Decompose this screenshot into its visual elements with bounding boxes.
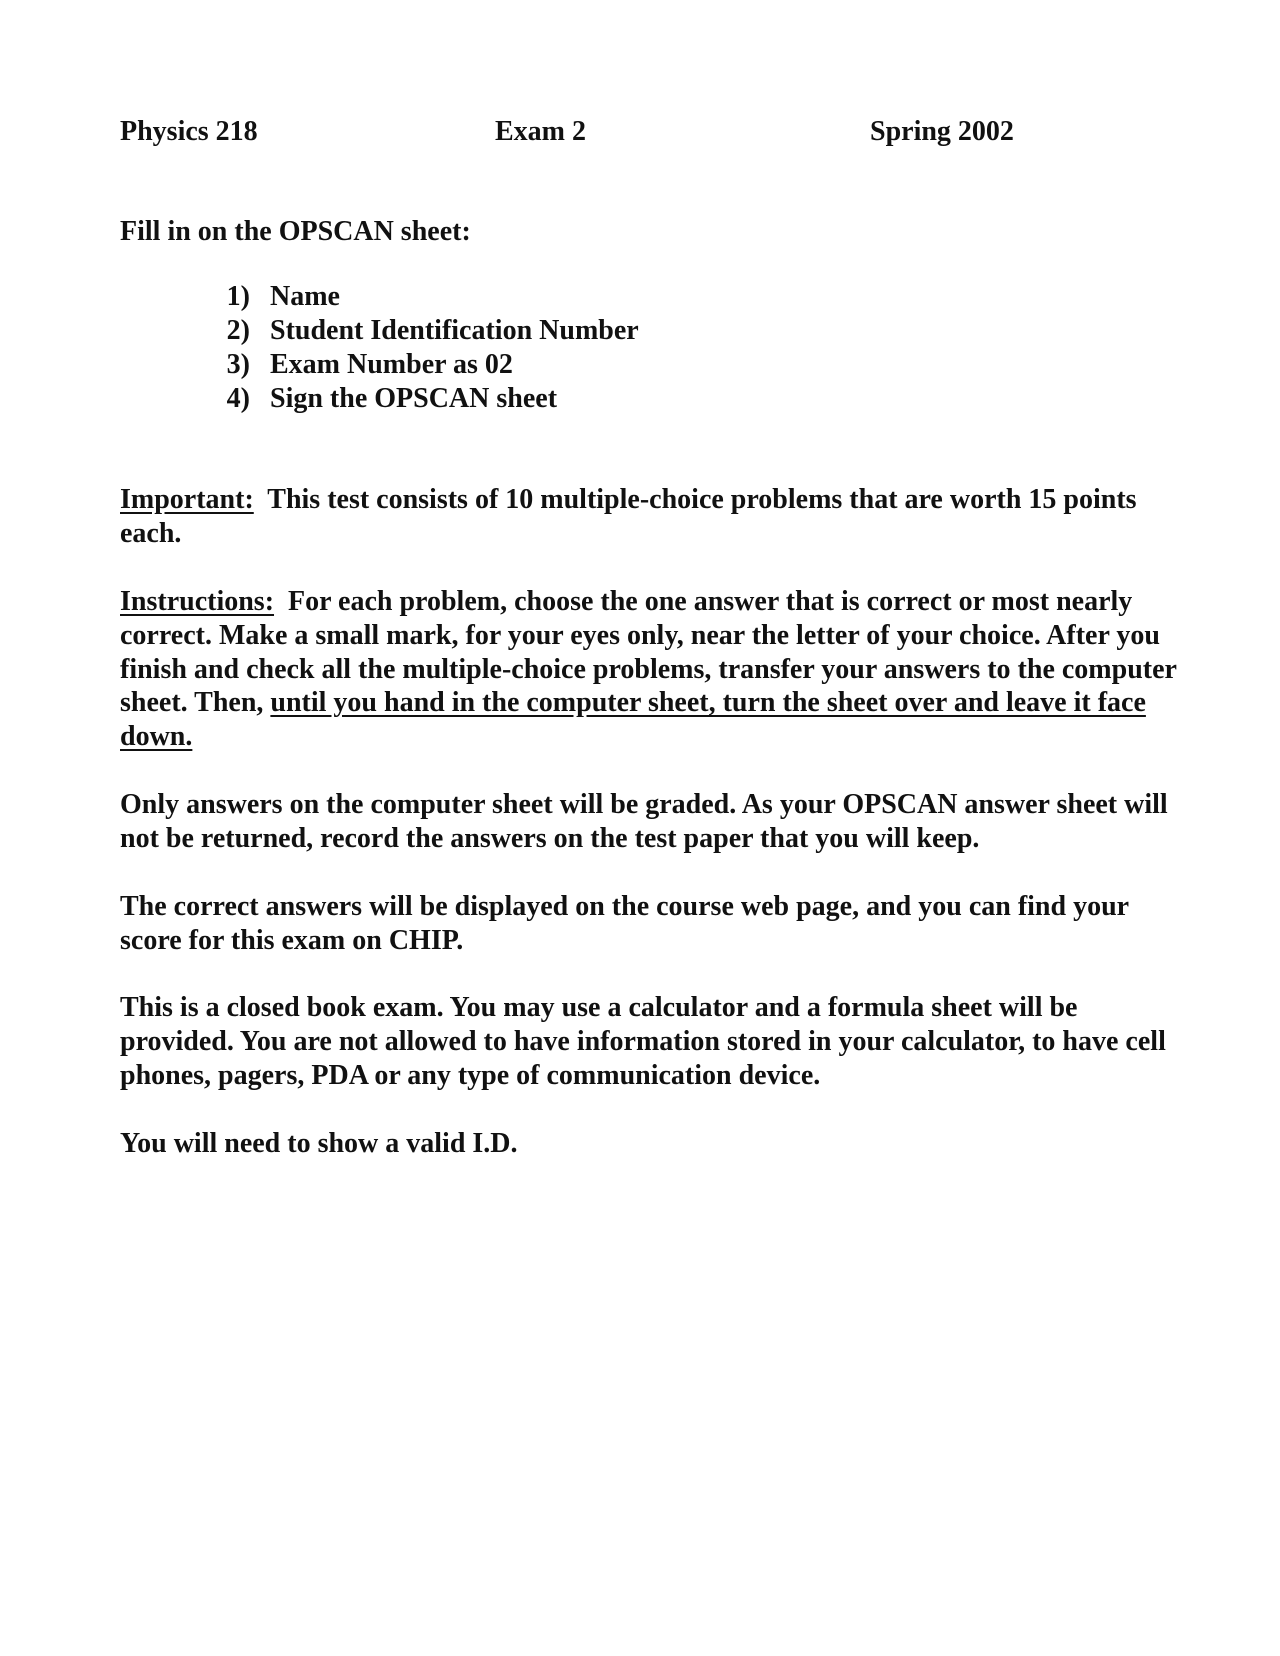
opscan-step: [195, 348, 639, 382]
instructions-text: For each problem, choose the one answer that is correct or most nearly correct. Make a small mark, for your eyes only, near the letter of your choice. After you finish and check all the multiple-choice problems, transfer your answers to the computer sheet. Then,: [120, 586, 1177, 719]
step-number: 4): [226, 383, 250, 414]
opscan-step: [195, 314, 639, 348]
step-text: Exam Number as 02: [270, 349, 513, 380]
step-text: Sign the OPSCAN sheet: [270, 383, 558, 414]
instructions-underlined-text: until you hand in the computer sheet, turn the sheet over and leave it face down.: [120, 687, 1146, 753]
exam-term: Spring 2002: [870, 116, 1014, 147]
instructions-label: Instructions:: [120, 586, 275, 617]
important-label: Important:: [120, 484, 254, 515]
step-number: 1): [226, 281, 250, 312]
step-text: Student Identification Number: [270, 315, 639, 346]
instructions-paragraph: [120, 585, 1180, 754]
opscan-step: [195, 280, 639, 314]
closed-book-note: This is a closed book exam. You may use a calculator and a formula sheet will be provided. You are not allowed to have information stored in your calculator, to have cell phones, pagers, PDA or any type of communication device.: [120, 992, 1166, 1091]
grading-note: Only answers on the computer sheet will be graded. As your OPSCAN answer sheet will not be returned, record the answers on the test paper that you will keep.: [120, 789, 1168, 854]
opscan-steps-list: [195, 280, 639, 416]
id-note: You will need to show a valid I.D.: [120, 1128, 518, 1159]
step-text: Name: [270, 281, 340, 312]
exam-cover-page: [120, 0, 1180, 1656]
step-number: 3): [226, 349, 250, 380]
important-text: This test consists of 10 multiple-choice problems that are worth 15 points each.: [120, 484, 1137, 549]
exam-header: [120, 112, 1180, 152]
answers-note: The correct answers will be displayed on the course web page, and you can find your score for this exam on CHIP.: [120, 891, 1129, 956]
fill-in-heading: Fill in on the OPSCAN sheet:: [120, 216, 471, 247]
exam-title: Exam 2: [495, 116, 586, 147]
course-name: Physics 218: [120, 116, 258, 147]
opscan-step: [195, 382, 639, 416]
step-number: 2): [226, 315, 250, 346]
important-paragraph: [120, 483, 1180, 551]
